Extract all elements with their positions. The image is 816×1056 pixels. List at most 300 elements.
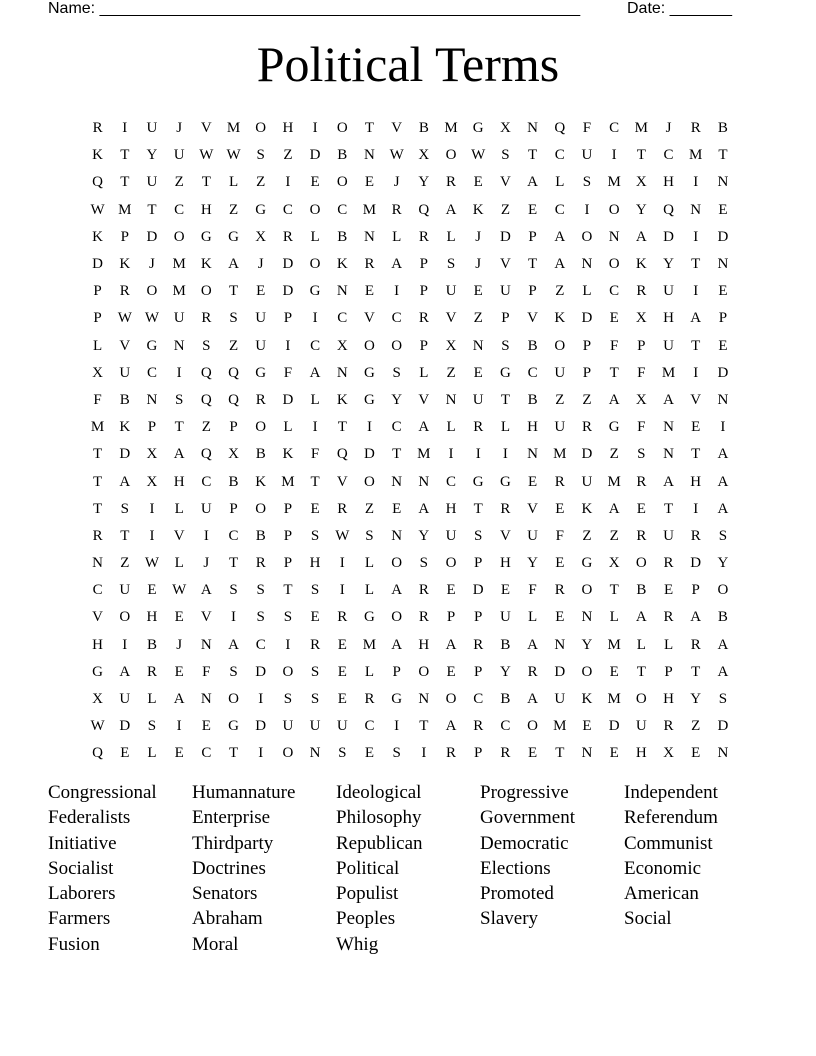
grid-letter: P <box>474 609 483 626</box>
grid-letter: M <box>553 718 567 735</box>
grid-letter: R <box>337 609 348 626</box>
grid-letter: V <box>391 120 403 137</box>
grid-letter: E <box>718 201 728 218</box>
grid-letter: S <box>310 663 320 680</box>
grid-letter: N <box>391 527 403 544</box>
grid-letter: U <box>554 691 566 708</box>
grid-letter: H <box>690 473 702 490</box>
grid-letter: V <box>499 256 511 273</box>
grid-letter: D <box>499 228 511 245</box>
grid-letter: N <box>173 337 185 354</box>
grid-letter: Z <box>228 337 239 354</box>
word-bank-item: Peoples <box>336 908 396 930</box>
grid-letter: H <box>499 555 511 572</box>
grid-letter: C <box>255 636 266 653</box>
word-bank-item: American <box>624 883 699 905</box>
grid-letter: S <box>718 527 728 544</box>
grid-letter: E <box>691 419 701 436</box>
word-bank-item: Enterprise <box>192 807 271 829</box>
grid-letter: N <box>690 201 702 218</box>
word-bank-item: Elections <box>480 857 551 879</box>
grid-letter: Z <box>555 391 565 408</box>
grid-letter: W <box>226 147 241 164</box>
grid-letter: A <box>554 228 566 245</box>
grid-letter: R <box>473 419 484 436</box>
grid-letter: D <box>690 555 702 572</box>
grid-letter: P <box>283 527 293 544</box>
grid-letter: L <box>93 337 103 354</box>
grid-letter: T <box>228 555 239 572</box>
grid-letter: D <box>364 446 375 463</box>
grid-letter: S <box>310 691 320 708</box>
grid-letter: D <box>663 228 674 245</box>
grid-letter: I <box>285 337 291 354</box>
grid-letter: P <box>229 419 238 436</box>
grid-letter: P <box>93 310 102 327</box>
grid-letter: P <box>582 337 592 354</box>
grid-letter: N <box>717 391 729 408</box>
grid-letter: T <box>174 419 184 436</box>
grid-letter: W <box>144 555 160 572</box>
grid-letter: R <box>636 283 647 300</box>
word-bank <box>48 780 768 957</box>
grid-letter: I <box>394 283 400 300</box>
grid-letter: G <box>472 120 484 137</box>
grid-letter: G <box>472 473 484 490</box>
grid-letter: M <box>226 120 241 137</box>
grid-row <box>84 224 737 251</box>
grid-letter: N <box>391 473 403 490</box>
grid-letter: G <box>228 228 239 245</box>
grid-letter: Z <box>473 310 483 327</box>
grid-letter: L <box>419 364 429 381</box>
grid-letter: L <box>147 691 157 708</box>
grid-letter: M <box>634 120 649 137</box>
grid-letter: S <box>310 582 320 599</box>
grid-letter: E <box>528 201 538 218</box>
grid-letter: K <box>119 419 131 436</box>
grid-letter: Z <box>609 446 619 463</box>
grid-letter: T <box>636 147 646 164</box>
grid-letter: A <box>717 446 729 463</box>
grid-letter: R <box>364 256 375 273</box>
grid-letter: Z <box>582 391 592 408</box>
grid-letter: S <box>229 663 238 680</box>
grid-letter: T <box>120 527 130 544</box>
grid-letter: E <box>500 582 510 599</box>
grid-row <box>84 659 737 686</box>
grid-letter: A <box>200 582 212 599</box>
word-bank-item: Progressive <box>480 782 569 803</box>
grid-letter: R <box>418 228 429 245</box>
grid-letter: Y <box>581 636 593 653</box>
grid-letter: L <box>364 555 375 572</box>
grid-letter: U <box>499 609 511 626</box>
grid-letter: K <box>255 473 267 490</box>
grid-letter: G <box>309 283 321 300</box>
grid-letter: U <box>663 337 674 354</box>
grid-letter: V <box>364 310 375 327</box>
grid-letter: Z <box>228 201 239 218</box>
grid-letter: R <box>418 582 429 599</box>
word-bank-item: Farmers <box>48 908 111 930</box>
grid-letter: E <box>609 310 619 327</box>
grid-letter: E <box>691 745 701 762</box>
grid-letter: K <box>336 391 348 408</box>
grid-letter: B <box>717 120 728 137</box>
grid-letter: A <box>173 446 185 463</box>
grid-letter: P <box>474 555 483 572</box>
grid-letter: D <box>119 446 131 463</box>
grid-letter: O <box>282 745 294 762</box>
grid-letter: N <box>663 446 674 463</box>
grid-letter: I <box>285 636 291 653</box>
grid-letter: G <box>200 228 212 245</box>
grid-letter: A <box>717 663 729 680</box>
grid-letter: A <box>717 636 729 653</box>
grid-letter: O <box>554 337 566 354</box>
grid-letter: A <box>608 500 620 517</box>
grid-letter: G <box>255 201 267 218</box>
grid-letter: K <box>336 256 348 273</box>
grid-letter: T <box>500 391 510 408</box>
grid-letter: C <box>527 364 538 381</box>
grid-letter: R <box>636 473 647 490</box>
grid-letter: R <box>663 609 674 626</box>
word-bank-item: Abraham <box>192 908 263 930</box>
grid-letter: S <box>718 691 728 708</box>
grid-letter: N <box>336 364 348 381</box>
grid-letter: O <box>418 663 430 680</box>
grid-letter: C <box>146 364 157 381</box>
grid-letter: C <box>310 337 321 354</box>
grid-letter: P <box>718 310 728 327</box>
grid-letter: E <box>473 364 483 381</box>
grid-letter: U <box>119 691 131 708</box>
grid-letter: H <box>527 419 539 436</box>
grid-letter: A <box>173 691 185 708</box>
grid-letter: L <box>555 174 565 191</box>
grid-letter: V <box>418 391 430 408</box>
grid-letter: O <box>200 283 212 300</box>
grid-letter: A <box>228 256 239 273</box>
grid-letter: S <box>202 337 211 354</box>
grid-letter: A <box>663 473 674 490</box>
grid-letter: I <box>122 120 128 137</box>
grid-letter: I <box>339 582 345 599</box>
page-title: Political Terms <box>256 36 560 92</box>
grid-letter: V <box>690 391 702 408</box>
grid-letter: E <box>609 745 619 762</box>
grid-letter: K <box>282 446 294 463</box>
grid-row <box>84 496 737 523</box>
grid-letter: E <box>310 500 320 517</box>
name-field: Name: ______________________________________________________ <box>48 0 581 17</box>
grid-letter: A <box>309 364 321 381</box>
grid-letter: Z <box>364 500 375 517</box>
grid-letter: M <box>661 364 676 381</box>
word-bank-item: Economic <box>624 857 702 879</box>
grid-letter: W <box>172 582 187 599</box>
grid-letter: T <box>636 663 646 680</box>
grid-letter: S <box>365 527 374 544</box>
grid-letter: R <box>146 663 157 680</box>
grid-letter: B <box>337 228 348 245</box>
grid-letter: U <box>663 527 674 544</box>
grid-letter: Q <box>554 120 566 137</box>
grid-letter: Z <box>691 718 701 735</box>
grid-letter: N <box>92 555 104 572</box>
grid-letter: I <box>258 691 264 708</box>
grid-letter: N <box>581 745 593 762</box>
grid-letter: O <box>309 201 321 218</box>
grid-letter: E <box>636 500 646 517</box>
grid-letter: K <box>635 256 647 273</box>
grid-letter: T <box>528 256 538 273</box>
grid-letter: N <box>581 609 593 626</box>
grid-letter: U <box>255 337 267 354</box>
grid-letter: N <box>445 391 457 408</box>
grid-letter: O <box>336 120 348 137</box>
grid-letter: X <box>146 446 158 463</box>
grid-letter: P <box>93 283 102 300</box>
grid-letter: Q <box>200 446 212 463</box>
grid-letter: W <box>117 310 132 327</box>
grid-letter: J <box>475 228 482 245</box>
grid-letter: J <box>176 120 183 137</box>
grid-letter: D <box>608 718 620 735</box>
grid-letter: R <box>337 500 348 517</box>
grid-letter: T <box>120 174 130 191</box>
grid-letter: F <box>93 391 102 408</box>
grid-letter: T <box>201 174 211 191</box>
grid-letter: M <box>689 147 703 164</box>
grid-letter: N <box>418 691 430 708</box>
grid-letter: F <box>637 419 646 436</box>
grid-letter: O <box>581 228 593 245</box>
grid-letter: N <box>527 120 539 137</box>
grid-letter: P <box>419 256 429 273</box>
grid-letter: O <box>228 691 239 708</box>
grid-letter: L <box>636 636 646 653</box>
grid-letter: M <box>607 636 621 653</box>
grid-letter: R <box>473 718 484 735</box>
grid-letter: H <box>418 636 430 653</box>
grid-letter: W <box>90 201 105 218</box>
grid-letter: M <box>172 256 186 273</box>
grid-letter: M <box>90 419 105 436</box>
grid-letter: I <box>285 174 291 191</box>
grid-letter: C <box>337 201 348 218</box>
grid-letter: A <box>527 691 539 708</box>
grid-letter: R <box>201 310 212 327</box>
grid-letter: M <box>607 473 621 490</box>
grid-letter: B <box>119 391 130 408</box>
grid-letter: E <box>446 663 456 680</box>
grid-letter: C <box>554 147 565 164</box>
grid-letter: O <box>255 500 267 517</box>
grid-letter: K <box>554 310 566 327</box>
grid-letter: R <box>500 745 511 762</box>
grid-letter: A <box>554 256 566 273</box>
grid-letter: O <box>255 419 267 436</box>
grid-letter: R <box>581 419 592 436</box>
grid-letter: I <box>611 147 617 164</box>
grid-letter: N <box>364 147 375 164</box>
grid-letter: E <box>337 663 347 680</box>
grid-letter: G <box>364 609 375 626</box>
grid-letter: Y <box>717 555 729 572</box>
grid-letter: R <box>92 120 103 137</box>
grid-letter: D <box>472 582 484 599</box>
grid-letter: A <box>228 636 239 653</box>
grid-letter: A <box>119 663 131 680</box>
grid-letter: E <box>364 283 375 300</box>
word-bank-item: Senators <box>192 883 258 905</box>
grid-letter: D <box>255 718 267 735</box>
grid-letter: R <box>119 283 130 300</box>
grid-letter: O <box>173 228 185 245</box>
grid-letter: Q <box>92 745 104 762</box>
grid-letter: S <box>120 500 129 517</box>
grid-letter: I <box>312 120 318 137</box>
grid-letter: V <box>119 337 131 354</box>
grid-letter: H <box>282 120 294 137</box>
grid-letter: R <box>663 718 674 735</box>
grid-letter: I <box>203 527 209 544</box>
grid-letter: A <box>635 228 647 245</box>
word-bank-item: Promoted <box>480 883 554 905</box>
grid-letter: N <box>717 745 729 762</box>
grid-letter: Q <box>663 201 674 218</box>
grid-letter: D <box>554 663 566 680</box>
grid-letter: U <box>581 473 593 490</box>
grid-letter: X <box>336 337 348 354</box>
grid-letter: I <box>258 745 264 762</box>
grid-letter: O <box>391 555 403 572</box>
grid-letter: J <box>475 256 482 273</box>
grid-letter: G <box>228 718 239 735</box>
grid-letter: R <box>391 201 402 218</box>
grid-letter: K <box>92 147 104 164</box>
grid-letter: T <box>609 364 619 381</box>
grid-letter: T <box>419 718 429 735</box>
grid-letter: O <box>391 609 403 626</box>
grid-letter: O <box>309 256 321 273</box>
grid-letter: S <box>174 391 184 408</box>
grid-letter: X <box>663 745 674 762</box>
grid-letter: S <box>392 745 401 762</box>
grid-letter: D <box>717 718 729 735</box>
grid-letter: T <box>310 473 320 490</box>
grid-letter: X <box>92 691 104 708</box>
grid-letter: C <box>500 718 511 735</box>
word-bank-item: Independent <box>624 782 718 803</box>
grid-letter: O <box>608 256 620 273</box>
grid-letter: N <box>146 391 158 408</box>
grid-letter: M <box>607 691 621 708</box>
grid-letter: W <box>144 310 160 327</box>
grid-letter: M <box>362 201 377 218</box>
grid-letter: T <box>93 446 103 463</box>
grid-letter: V <box>200 120 212 137</box>
grid-letter: P <box>283 310 293 327</box>
grid-letter: Z <box>174 174 184 191</box>
grid-letter: P <box>474 663 483 680</box>
grid-letter: U <box>119 582 131 599</box>
grid-letter: E <box>310 609 320 626</box>
grid-letter: V <box>527 500 539 517</box>
grid-letter: D <box>282 391 294 408</box>
grid-letter: C <box>337 310 348 327</box>
grid-letter: T <box>691 256 701 273</box>
grid-letter: S <box>582 174 592 191</box>
grid-letter: W <box>471 147 486 164</box>
grid-letter: C <box>391 419 402 436</box>
grid-letter: B <box>717 609 728 626</box>
grid-letter: A <box>391 256 403 273</box>
grid-letter: N <box>554 636 566 653</box>
grid-letter: R <box>690 636 701 653</box>
grid-letter: I <box>149 500 155 517</box>
grid-letter: P <box>147 419 157 436</box>
grid-letter: R <box>500 500 511 517</box>
grid-letter: C <box>391 310 402 327</box>
grid-letter: F <box>637 364 646 381</box>
grid-letter: U <box>200 500 212 517</box>
grid-letter: Q <box>200 364 212 381</box>
grid-letter: S <box>229 310 238 327</box>
grid-letter: N <box>200 691 212 708</box>
grid-letter: U <box>336 718 348 735</box>
grid-letter: Y <box>663 256 674 273</box>
grid-letter: F <box>555 527 564 544</box>
grid-letter: S <box>501 337 510 354</box>
grid-letter: T <box>691 337 701 354</box>
grid-letter: N <box>608 228 620 245</box>
grid-letter: E <box>718 283 728 300</box>
grid-row <box>84 115 737 142</box>
grid-letter: Q <box>200 391 212 408</box>
grid-letter: O <box>527 718 539 735</box>
word-bank-item: Thirdparty <box>192 832 274 854</box>
grid-letter: W <box>389 147 404 164</box>
grid-letter: V <box>445 310 457 327</box>
grid-letter: M <box>607 174 621 191</box>
grid-letter: Q <box>92 174 104 191</box>
grid-letter: S <box>637 446 646 463</box>
grid-letter: U <box>146 174 158 191</box>
grid-letter: Y <box>418 174 430 191</box>
grid-letter: U <box>499 283 511 300</box>
grid-letter: C <box>201 473 212 490</box>
grid-row <box>84 686 737 713</box>
word-bank-item: Ideological <box>336 782 422 803</box>
grid-letter: S <box>392 364 401 381</box>
grid-letter: U <box>445 283 457 300</box>
grid-letter: S <box>256 147 265 164</box>
grid-letter: L <box>147 745 157 762</box>
grid-letter: R <box>92 527 103 544</box>
grid-letter: G <box>499 364 511 381</box>
grid-letter: P <box>474 745 483 762</box>
grid-letter: L <box>582 283 592 300</box>
grid-letter: V <box>336 473 348 490</box>
grid-letter: U <box>119 364 131 381</box>
grid-letter: U <box>554 419 566 436</box>
grid-letter: O <box>445 691 457 708</box>
grid-letter: D <box>581 446 593 463</box>
